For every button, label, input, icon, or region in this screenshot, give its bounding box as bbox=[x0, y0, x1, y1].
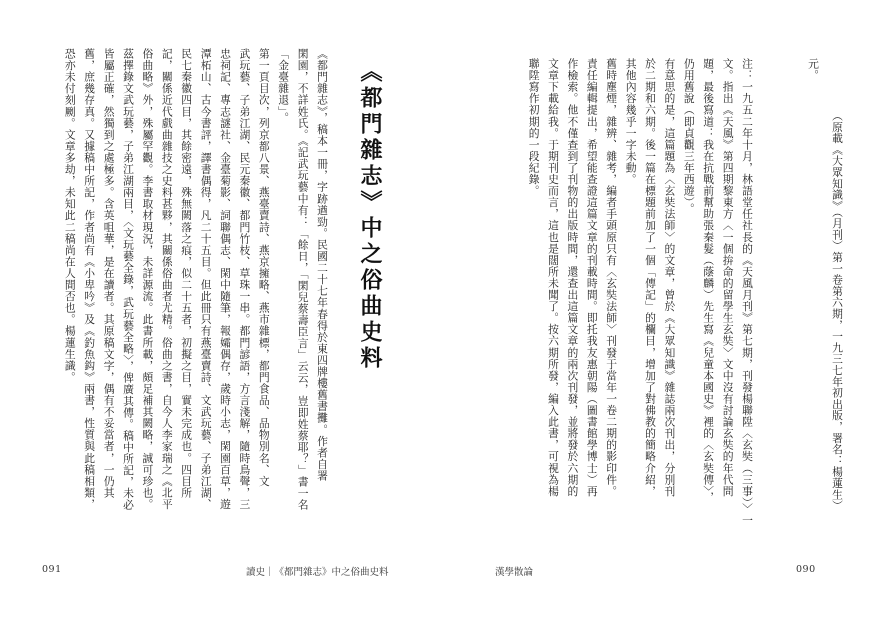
left-text-column-9: 記，關係近代戲曲雜技之史料甚夥，其關係俗曲者尤精。俗曲之書，自今人李家瑞之《北平 bbox=[160, 48, 174, 510]
right-text-column-12: 聯陞寫作初期的一段紀錄。 bbox=[527, 58, 541, 197]
continued-text-line: 元。 bbox=[807, 58, 820, 82]
running-head-right: 漢學散論 bbox=[495, 567, 534, 578]
left-text-column-14: 恐亦未付刻劂。文章多劫，未知此二稿尚在人間否也。楊蓮生識。 bbox=[63, 48, 77, 383]
left-text-column-8: 民七秦徽四目，其餘密遠，殊無闕落之痕，似二十五者，初擬之目，實未完成也。四目所 bbox=[180, 48, 194, 499]
left-text-column-1: 《都門雜志》，稿本一冊，字跡遒勁。民國二十七年春得於東四牌樓舊書攤。作者自署 bbox=[316, 48, 329, 482]
right-text-column-5: 有意思的是，這篇題為〈玄奘法師〉的文章，曾於《大眾知識》雜誌兩次刊出，分別刊 bbox=[663, 58, 677, 497]
right-text-column-8: 舊時塵煙，雜辨、雜考，編者手頭原只有〈玄奘法師〉刊發于當年一卷二期的影印件。 bbox=[605, 58, 619, 497]
page-number-right: 090 bbox=[796, 564, 816, 575]
left-text-column-10: 俗曲略》外，殊屬罕觀。李書取材現況，未詳源流。此書所載，頗足補其闕略，誠可珍也。 bbox=[141, 48, 155, 510]
left-text-column-4: 第一頁目次，列京都八景、燕臺賣詩、燕京擁略、燕市雜標，都門食品、品物別名、文 bbox=[257, 48, 271, 487]
page-number-left: 091 bbox=[42, 564, 62, 575]
right-text-column-11: 文章下載給我。于期刊史而言，這也是闊所未聞了。按六期所發，編入此書，可視為楊 bbox=[547, 58, 560, 497]
left-text-column-3: 「金臺雜退」。 bbox=[277, 48, 291, 124]
right-text-column-3: 題，最後寫道：我在抗戰前幫助張秦髮（蔭麟）先生寫《兒童本國史》裡的〈玄奘傳〉， bbox=[702, 58, 716, 504]
right-text-column-1: 注：一九五二年十月，林語堂任社長的《天風月刊》第七期，刊發楊聯陞〈玄奘（三事）〉一 bbox=[741, 58, 754, 527]
running-head-left: 讀史｜《都門雜志》中之俗曲史料 bbox=[246, 567, 389, 578]
article-title: 《都門雜志》中之俗曲史料 bbox=[357, 60, 383, 372]
right-page bbox=[435, 0, 870, 617]
right-text-column-6: 於二期和六期。後一篇在標題前加了一個「傳記」的欄目，增加了對佛教的簡略介紹， bbox=[644, 58, 657, 497]
left-text-column-2: 閑園，不詳姓氏。《記武玩藝中有：「餘日，「閑兒蔡壽臣言」云云，豈即姓蔡耶？」書一名 bbox=[296, 48, 310, 511]
left-text-column-12: 皆屬正確，然獨到之處極多。含英咀華，是在讀者。其原稿文字，偶有不妥當者，一仍其 bbox=[102, 48, 116, 499]
right-text-column-4: 仍用舊說（即貞觀三年西遊）。 bbox=[682, 58, 696, 215]
left-text-column-6: 忠祠記、專志謎社、金臺菊影、詞聯偶志、閑中隨筆，報孀偶存，歲時小志，閑園百草，遊 bbox=[219, 48, 232, 510]
right-text-column-2: 文。指出《天風》第四期黎東方〈一個拚命的留學生玄奘〉文中沒有討論玄奘的年代問 bbox=[721, 58, 735, 497]
left-text-column-13: 舊，庶幾存真。又據稿中所記，作者尚有《小卑吟》及《釣魚鈎》兩書，性質與此稿相類， bbox=[83, 48, 97, 510]
left-text-column-11: 茲擇錄文武玩藝，子弟江湖兩目，〈文玩藝全錄，武玩藝全略〉，俾廣其傳。稿中所記，未必 bbox=[122, 48, 135, 511]
left-text-column-7: 潭柘山、古今書評，譯書偶得，凡二十五目。但此冊只有燕臺賣詩、文武玩藝、子弟江湖、 bbox=[199, 48, 213, 510]
right-text-column-9: 責任編輯提出，希望能查證這篇文章的刊載時間。即托我友惠朝陽（圖書館學博士）再 bbox=[585, 58, 599, 497]
left-text-column-5: 武玩藝、子弟江湖、民元秦徽、都門竹枝、草珠一串。都門諺語，方言淺解，隨時鳥聲，三 bbox=[238, 48, 252, 510]
right-text-column-10: 作檢索。他不僅查到了刊物的出版時間，還查出這篇文章的兩次刊發，並將發於六期的 bbox=[566, 58, 580, 497]
right-text-column-7: 其他內容幾乎一字未動。 bbox=[624, 58, 638, 186]
source-note: （原載《大眾知識》（月刊）第一卷第六期，一九三七年初出版，署名：楊蓮生） bbox=[831, 110, 844, 512]
